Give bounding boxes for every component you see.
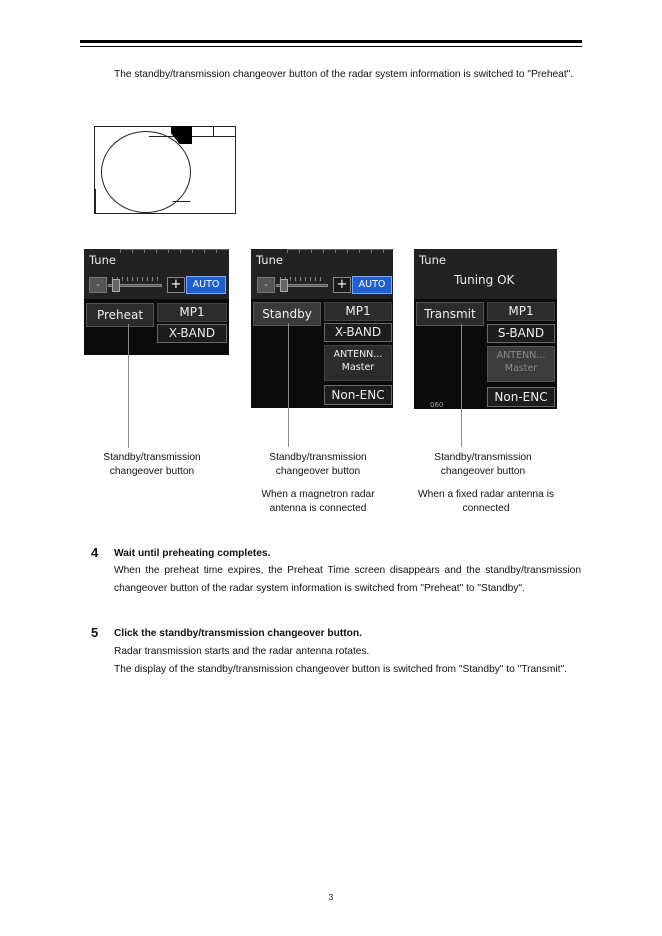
standby-transmission-button[interactable]: Standby — [253, 302, 321, 326]
standby-transmission-button[interactable]: Preheat — [86, 303, 154, 327]
step-title: Click the standby/transmission changeover button. — [114, 628, 362, 639]
caption-preheat: Standby/transmission changeover button — [103, 452, 201, 477]
tune-tick-scale — [120, 249, 228, 253]
thumbnail-corner-left — [95, 189, 113, 213]
enc-button[interactable]: Non-ENC — [487, 387, 555, 407]
band-button[interactable]: X-BAND — [324, 323, 392, 342]
radar-panel-transmit — [414, 249, 557, 409]
callout-line-standby — [288, 323, 289, 447]
step-body: The display of the standby/transmission changeover button is switched from "Standby" to "Transmit". — [114, 664, 567, 675]
band-button[interactable]: S-BAND — [487, 324, 555, 343]
step-body: When the preheat time expires, the Preheat Time screen disappears and the standby/transmission changeover button of the radar system information is switched from "Preheat" to "Standby". — [114, 565, 581, 594]
tune-slider-knob[interactable] — [112, 279, 120, 292]
mp-button[interactable]: MP1 — [157, 303, 227, 322]
caption-standby: Standby/transmission changeover button — [269, 452, 367, 477]
thumbnail-tab-divider — [213, 127, 214, 137]
tune-minus-button[interactable]: - — [257, 277, 275, 293]
tune-minus-button[interactable]: - — [89, 277, 107, 293]
tune-label: Tune — [89, 253, 116, 267]
intro-paragraph: The standby/transmission changeover button of the radar system information is switched to "Preheat". — [114, 69, 574, 80]
note-fixed-antenna: When a fixed radar antenna is connected — [418, 489, 554, 514]
tune-plus-button[interactable]: + — [167, 277, 185, 293]
tune-area — [414, 249, 557, 299]
antenna-value: Master — [504, 363, 538, 374]
antenna-button — [487, 346, 555, 382]
radar-screen-thumbnail — [94, 126, 236, 214]
antenna-label: ANTENN... — [496, 350, 546, 361]
note-magnetron: When a magnetron radar antenna is connected — [261, 489, 375, 514]
bearing-readout: 060 — [430, 401, 444, 409]
tune-tick-scale — [287, 249, 392, 253]
tune-area — [251, 249, 393, 299]
step-body: Radar transmission starts and the radar antenna rotates. — [114, 646, 370, 657]
mp-button[interactable]: MP1 — [324, 302, 392, 321]
mp-button[interactable]: MP1 — [487, 302, 555, 321]
tune-area — [84, 249, 229, 299]
callout-line-transmit — [461, 324, 462, 447]
caption-transmit: Standby/transmission changeover button — [434, 452, 532, 477]
tune-auto-button[interactable]: AUTO — [352, 276, 392, 294]
step-number: 4 — [91, 545, 99, 560]
tune-label: Tune — [256, 253, 283, 267]
page-number: 3 — [328, 893, 334, 902]
tune-slider-knob[interactable] — [280, 279, 288, 292]
radar-panel-preheat — [84, 249, 229, 355]
callout-line-preheat — [128, 324, 129, 448]
band-button[interactable]: X-BAND — [157, 324, 227, 343]
tune-auto-button[interactable]: AUTO — [186, 276, 226, 294]
step-title: Wait until preheating completes. — [114, 548, 271, 559]
antenna-label: ANTENN... — [333, 349, 383, 360]
header-rule-thick — [80, 40, 582, 43]
tune-slider[interactable] — [276, 277, 328, 293]
standby-transmission-button[interactable]: Transmit — [416, 302, 484, 326]
antenna-value: Master — [341, 362, 375, 373]
tuning-status: Tuning OK — [454, 273, 515, 287]
header-rule-thin — [80, 46, 582, 47]
radar-panel-standby — [251, 249, 393, 408]
tune-label: Tune — [419, 253, 446, 267]
step-number: 5 — [91, 625, 99, 640]
tune-slider[interactable] — [108, 277, 162, 293]
antenna-button[interactable] — [324, 345, 392, 381]
enc-button[interactable]: Non-ENC — [324, 385, 392, 405]
thumbnail-corner-right — [172, 201, 200, 213]
tune-plus-button[interactable]: + — [333, 277, 351, 293]
